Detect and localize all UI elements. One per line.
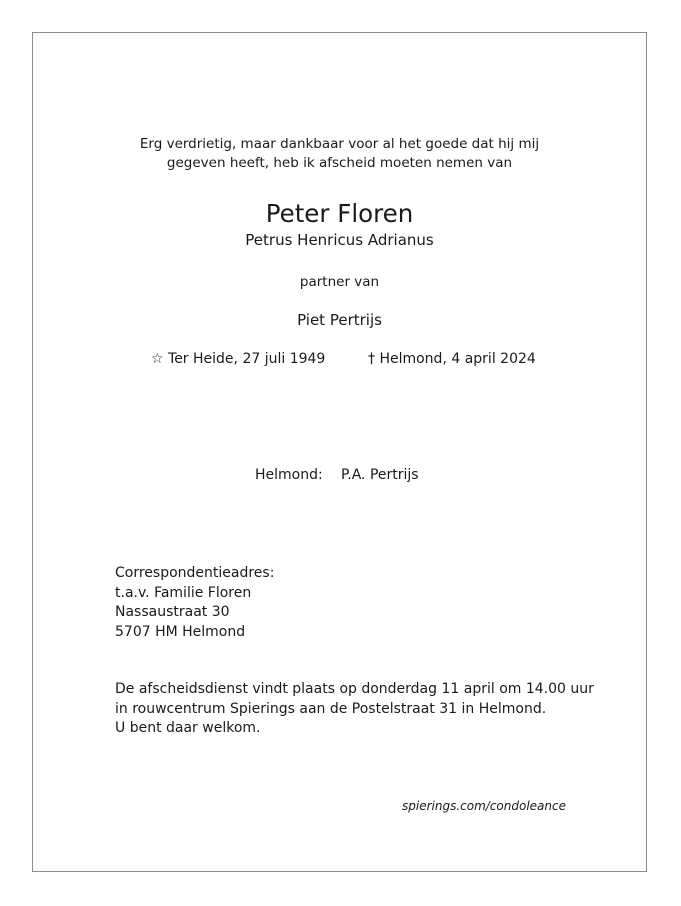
service-info: [115, 680, 594, 739]
service-line-1: De afscheidsdienst vindt plaats op donderdag 11 april om 14.00 uur: [115, 681, 594, 697]
correspondence-line-2: Nassaustraat 30: [115, 604, 230, 620]
service-line-2: in rouwcentrum Spierings aan de Postelstraat 31 in Helmond.: [115, 700, 547, 717]
signature-place: Helmond:: [255, 467, 323, 483]
service-line-3: U bent daar welkom.: [115, 720, 261, 736]
correspondence-line-1: t.a.v. Familie Floren: [115, 584, 252, 601]
death-info: [368, 350, 536, 368]
correspondence-line-3: 5707 HM Helmond: [115, 623, 246, 640]
deceased-given-names: Petrus Henricus Adrianus: [245, 231, 434, 249]
star-icon: ☆: [151, 351, 164, 367]
intro-line-2: gegeven heeft, heb ik afscheid moeten nemen van: [166, 155, 513, 171]
birth-info: [151, 350, 325, 368]
condolence-link[interactable]: spierings.com/condoleance: [402, 799, 566, 813]
death-text: Helmond, 4 april 2024: [379, 351, 536, 367]
birth-text: Ter Heide, 27 juli 1949: [168, 351, 326, 367]
obituary-card: [32, 32, 647, 872]
intro-line-1: Erg verdrietig, maar dankbaar voor al het goede dat hij mij: [139, 136, 540, 152]
cross-icon: †: [368, 351, 375, 367]
correspondence-heading: Correspondentieadres:: [115, 565, 275, 581]
intro-text: [33, 135, 646, 173]
signature-name: P.A. Pertrijs: [341, 467, 419, 483]
correspondence-address: [115, 564, 274, 642]
relation-label: partner van: [299, 274, 380, 290]
deceased-name: Peter Floren: [265, 199, 414, 228]
partner-name: Piet Pertrijs: [297, 311, 382, 329]
